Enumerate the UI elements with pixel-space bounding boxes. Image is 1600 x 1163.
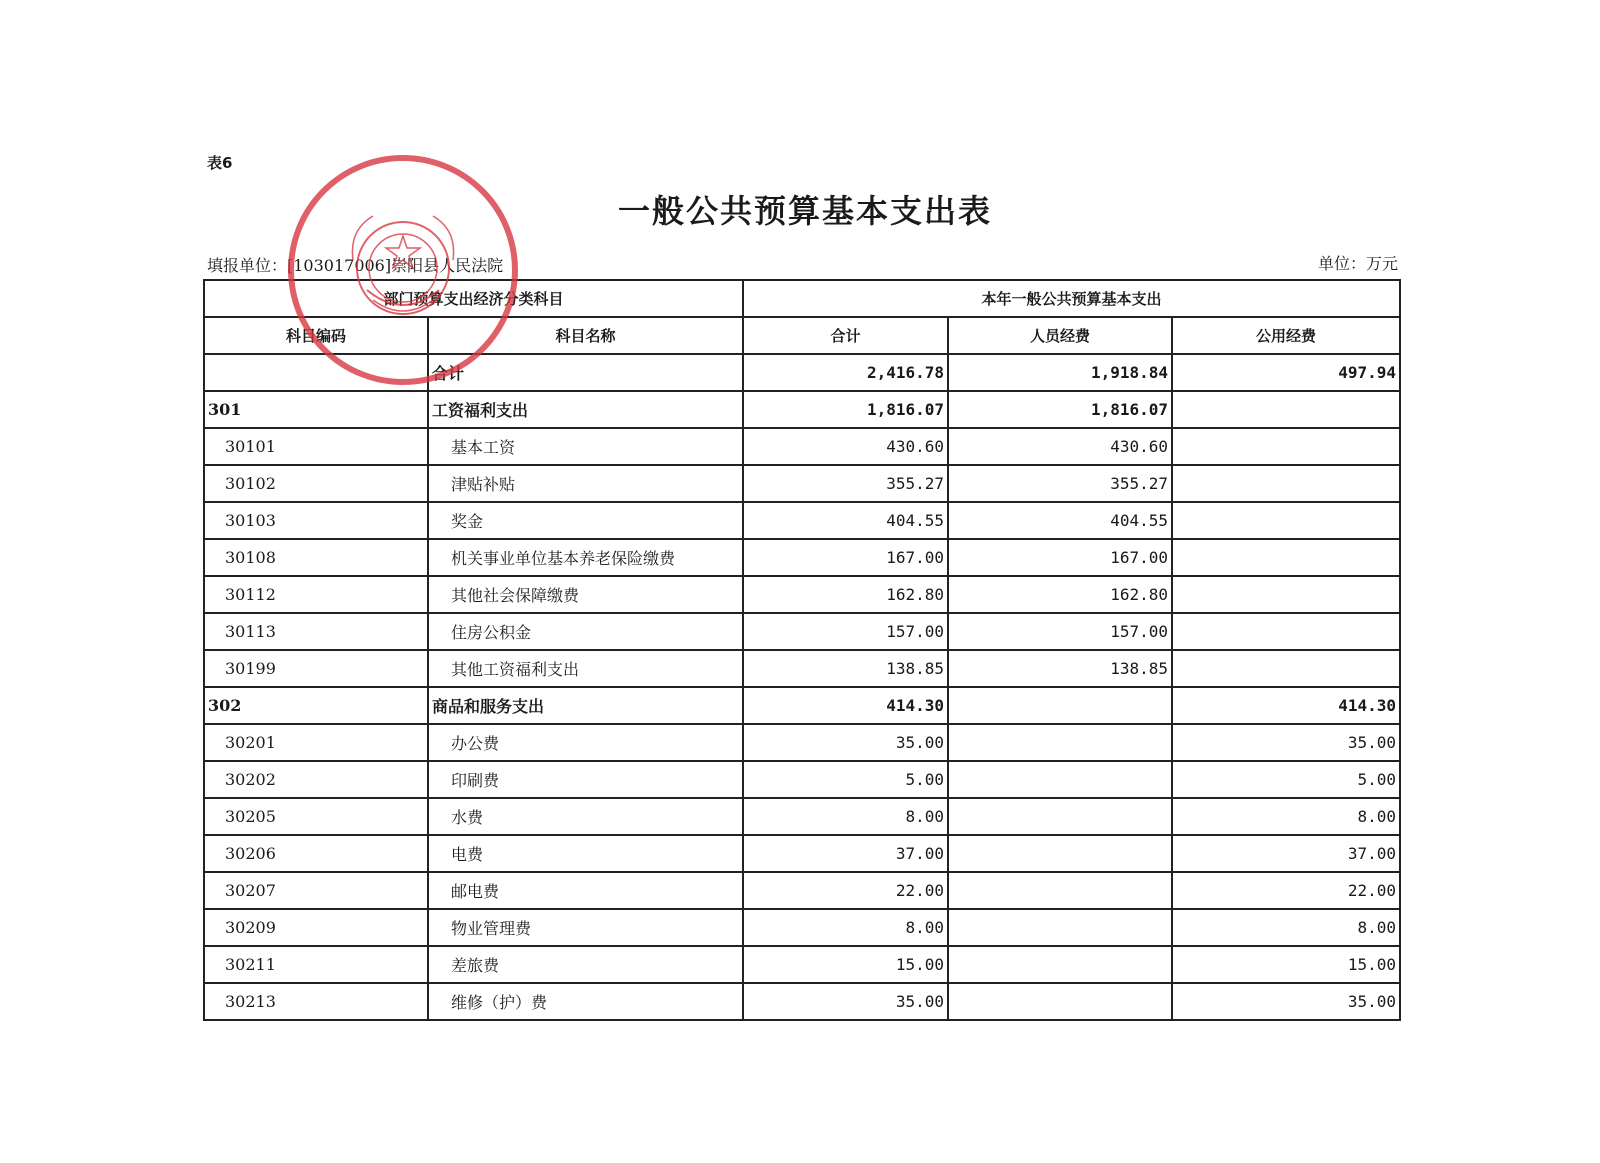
cell-personnel xyxy=(948,946,1172,983)
cell-name: 物业管理费 xyxy=(428,909,743,946)
cell-personnel: 138.85 xyxy=(948,650,1172,687)
cell-public: 35.00 xyxy=(1172,983,1400,1020)
cell-total: 22.00 xyxy=(743,872,948,909)
cell-total: 8.00 xyxy=(743,909,948,946)
table-row xyxy=(204,909,1400,946)
cell-public: 5.00 xyxy=(1172,761,1400,798)
budget-table-body xyxy=(204,354,1400,1020)
cell-public xyxy=(1172,539,1400,576)
cell-public: 8.00 xyxy=(1172,909,1400,946)
category-row xyxy=(204,391,1400,428)
cell-personnel: 1,816.07 xyxy=(948,391,1172,428)
document-title: 一般公共预算基本支出表 xyxy=(617,192,992,230)
cell-code: 301 xyxy=(204,391,428,428)
table-row xyxy=(204,798,1400,835)
category-row xyxy=(204,687,1400,724)
cell-total: 430.60 xyxy=(743,428,948,465)
table-row xyxy=(204,761,1400,798)
cell-total: 2,416.78 xyxy=(743,354,948,391)
table-number: 表6 xyxy=(207,154,233,172)
reporting-unit: 填报单位：[103017006]崇阳县人民法院 xyxy=(207,256,504,275)
table-row xyxy=(204,576,1400,613)
table-row xyxy=(204,613,1400,650)
cell-code: 30206 xyxy=(204,835,428,872)
cell-code: 302 xyxy=(204,687,428,724)
cell-name: 工资福利支出 xyxy=(428,391,743,428)
table-row xyxy=(204,872,1400,909)
currency-unit: 单位：万元 xyxy=(1317,254,1398,273)
cell-total: 414.30 xyxy=(743,687,948,724)
cell-public xyxy=(1172,576,1400,613)
header-annual-expenditure: 本年一般公共预算基本支出 xyxy=(743,280,1400,317)
cell-personnel xyxy=(948,761,1172,798)
cell-name: 水费 xyxy=(428,798,743,835)
cell-public: 414.30 xyxy=(1172,687,1400,724)
header-total: 合计 xyxy=(743,317,948,354)
cell-personnel: 430.60 xyxy=(948,428,1172,465)
cell-total: 138.85 xyxy=(743,650,948,687)
header-classification: 部门预算支出经济分类科目 xyxy=(204,280,743,317)
cell-code: 30101 xyxy=(204,428,428,465)
cell-public xyxy=(1172,502,1400,539)
cell-name: 邮电费 xyxy=(428,872,743,909)
cell-name: 商品和服务支出 xyxy=(428,687,743,724)
table-row xyxy=(204,835,1400,872)
header-row-group xyxy=(204,280,1400,317)
cell-code: 30201 xyxy=(204,724,428,761)
cell-public xyxy=(1172,465,1400,502)
cell-public: 22.00 xyxy=(1172,872,1400,909)
cell-name: 机关事业单位基本养老保险缴费 xyxy=(428,539,743,576)
cell-personnel xyxy=(948,724,1172,761)
table-row xyxy=(204,502,1400,539)
cell-personnel xyxy=(948,983,1172,1020)
table-row xyxy=(204,428,1400,465)
cell-personnel: 162.80 xyxy=(948,576,1172,613)
cell-code: 30113 xyxy=(204,613,428,650)
cell-name: 差旅费 xyxy=(428,946,743,983)
cell-total: 167.00 xyxy=(743,539,948,576)
cell-code: 30211 xyxy=(204,946,428,983)
cell-name: 基本工资 xyxy=(428,428,743,465)
cell-code: 30213 xyxy=(204,983,428,1020)
cell-total: 37.00 xyxy=(743,835,948,872)
cell-public: 8.00 xyxy=(1172,798,1400,835)
cell-total: 157.00 xyxy=(743,613,948,650)
cell-code: 30202 xyxy=(204,761,428,798)
cell-total: 404.55 xyxy=(743,502,948,539)
budget-table xyxy=(203,279,1401,1021)
cell-total: 8.00 xyxy=(743,798,948,835)
cell-name: 住房公积金 xyxy=(428,613,743,650)
total-row xyxy=(204,354,1400,391)
cell-public xyxy=(1172,428,1400,465)
cell-public: 35.00 xyxy=(1172,724,1400,761)
cell-personnel: 167.00 xyxy=(948,539,1172,576)
cell-code: 30112 xyxy=(204,576,428,613)
cell-name: 合计 xyxy=(428,354,743,391)
cell-personnel: 404.55 xyxy=(948,502,1172,539)
table-row xyxy=(204,724,1400,761)
cell-total: 15.00 xyxy=(743,946,948,983)
header-row-columns xyxy=(204,317,1400,354)
cell-code: 30103 xyxy=(204,502,428,539)
table-row xyxy=(204,539,1400,576)
cell-total: 35.00 xyxy=(743,983,948,1020)
cell-personnel xyxy=(948,872,1172,909)
header-name: 科目名称 xyxy=(428,317,743,354)
cell-code: 30102 xyxy=(204,465,428,502)
cell-public: 15.00 xyxy=(1172,946,1400,983)
cell-code: 30199 xyxy=(204,650,428,687)
cell-total: 35.00 xyxy=(743,724,948,761)
table-row xyxy=(204,465,1400,502)
cell-public: 37.00 xyxy=(1172,835,1400,872)
cell-public xyxy=(1172,613,1400,650)
table-row xyxy=(204,983,1400,1020)
cell-public: 497.94 xyxy=(1172,354,1400,391)
cell-code: 30207 xyxy=(204,872,428,909)
cell-total: 5.00 xyxy=(743,761,948,798)
cell-code: 30205 xyxy=(204,798,428,835)
header-code: 科目编码 xyxy=(204,317,428,354)
cell-public xyxy=(1172,650,1400,687)
table-row xyxy=(204,650,1400,687)
cell-personnel xyxy=(948,687,1172,724)
cell-personnel: 157.00 xyxy=(948,613,1172,650)
header-personnel: 人员经费 xyxy=(948,317,1172,354)
cell-name: 其他社会保障缴费 xyxy=(428,576,743,613)
cell-name: 印刷费 xyxy=(428,761,743,798)
cell-personnel: 1,918.84 xyxy=(948,354,1172,391)
cell-personnel xyxy=(948,798,1172,835)
cell-name: 奖金 xyxy=(428,502,743,539)
cell-code: 30108 xyxy=(204,539,428,576)
cell-personnel xyxy=(948,909,1172,946)
cell-name: 维修（护）费 xyxy=(428,983,743,1020)
cell-total: 355.27 xyxy=(743,465,948,502)
cell-total: 162.80 xyxy=(743,576,948,613)
cell-name: 其他工资福利支出 xyxy=(428,650,743,687)
cell-total: 1,816.07 xyxy=(743,391,948,428)
table-row xyxy=(204,946,1400,983)
cell-code: 30209 xyxy=(204,909,428,946)
cell-code xyxy=(204,354,428,391)
cell-personnel: 355.27 xyxy=(948,465,1172,502)
cell-personnel xyxy=(948,835,1172,872)
header-public: 公用经费 xyxy=(1172,317,1400,354)
cell-name: 办公费 xyxy=(428,724,743,761)
cell-name: 电费 xyxy=(428,835,743,872)
cell-name: 津贴补贴 xyxy=(428,465,743,502)
cell-public xyxy=(1172,391,1400,428)
